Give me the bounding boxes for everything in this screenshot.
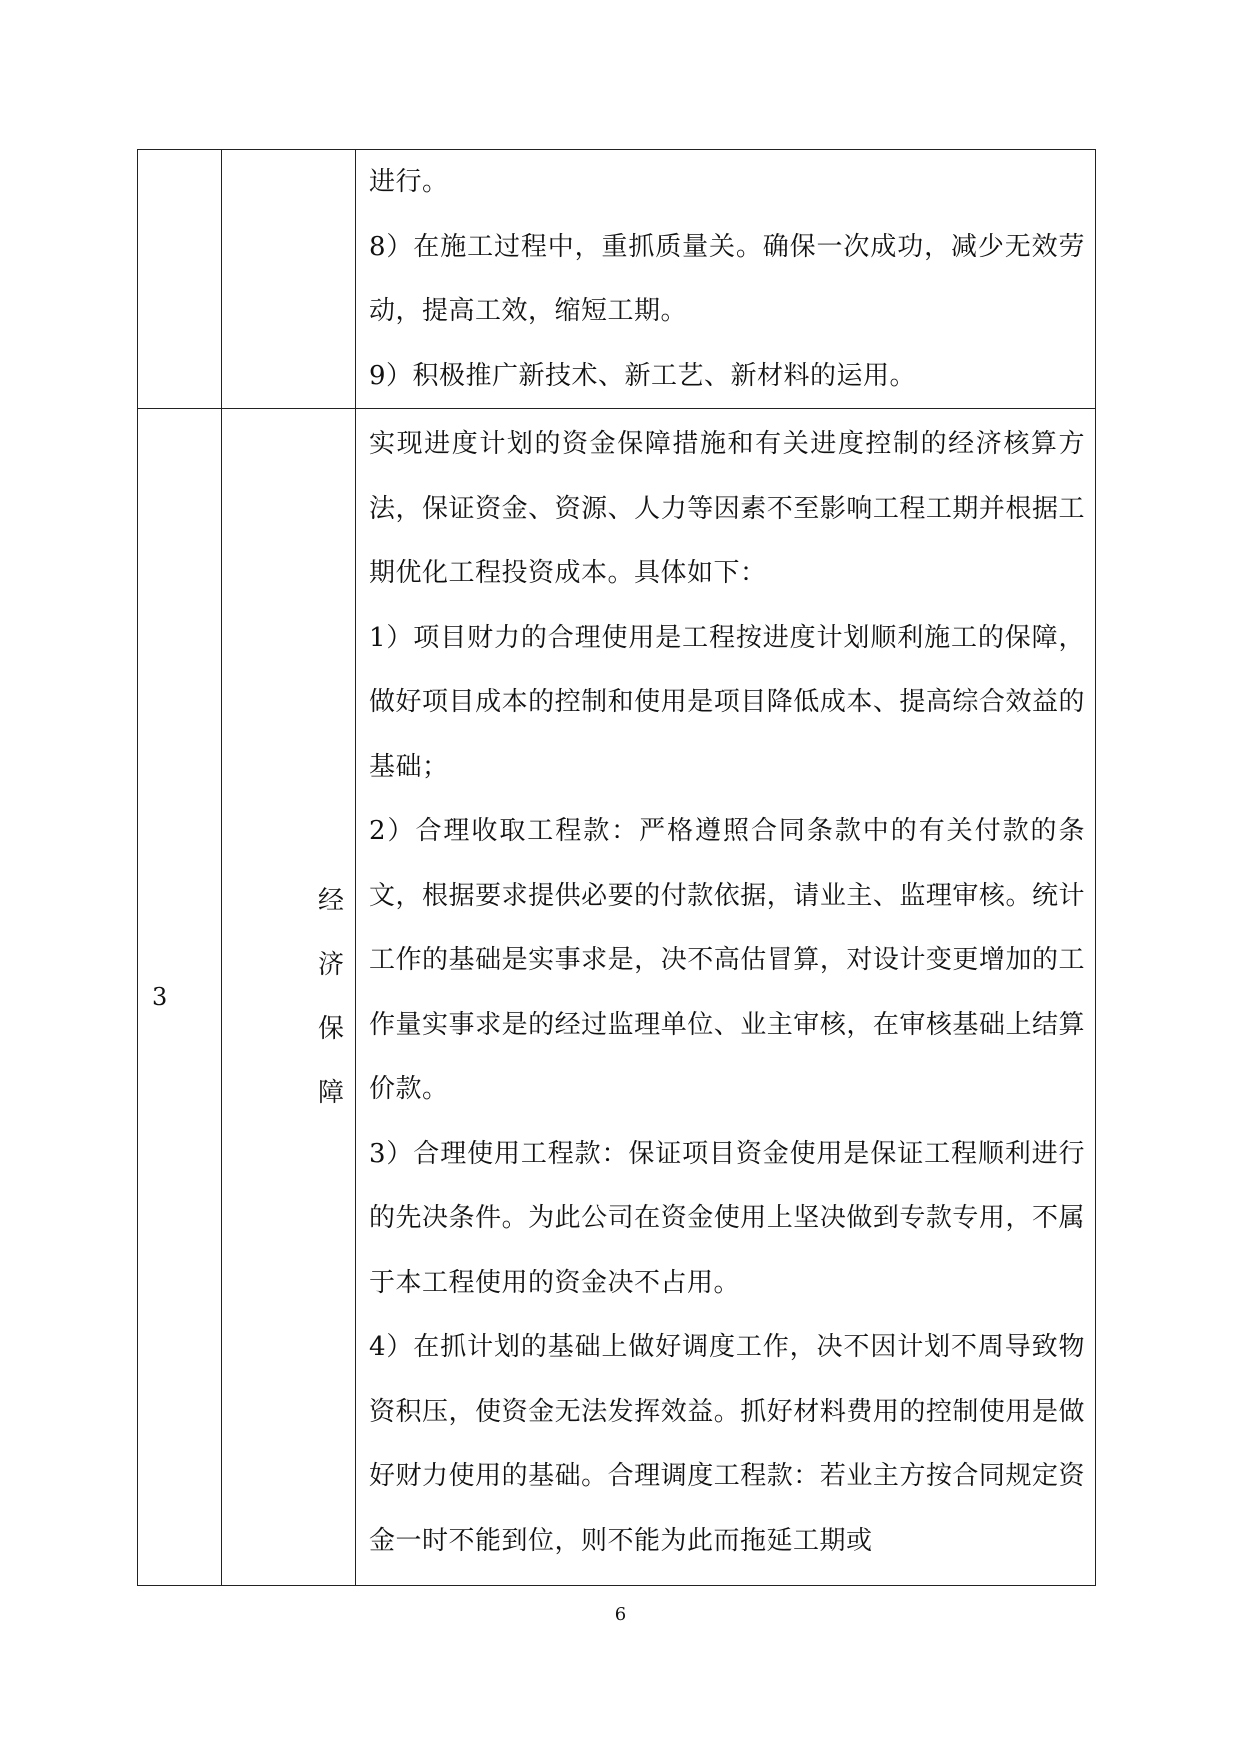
category-cell — [222, 409, 356, 1586]
content-paragraph: 实现进度计划的资金保障措施和有关进度控制的经济核算方法，保证资金、资源、人力等因素不至影响工程工期并根据工期优化工程投资成本。具体如下： — [369, 429, 1085, 588]
row-number-cell — [138, 409, 222, 1586]
category-label — [222, 869, 355, 1125]
content-paragraph: 3）合理使用工程款：保证项目资金使用是保证工程顺利进行的先决条件。为此公司在资金使用上坚决做到专款专用，不属于本工程使用的资金决不占用。 — [369, 1138, 1085, 1298]
page-number: 6 — [614, 1604, 627, 1625]
table-row — [138, 409, 1096, 1586]
table-row — [138, 150, 1096, 409]
content-cell — [356, 409, 1096, 1586]
content-paragraph: 1）项目财力的合理使用是工程按进度计划顺利施工的保障，做好项目成本的控制和使用是项目降低成本、提高综合效益的基础； — [369, 622, 1085, 782]
content-paragraph: 4）在抓计划的基础上做好调度工作，决不因计划不周导致物资积压，使资金无法发挥效益。抓好材料费用的控制使用是做好财力使用的基础。合理调度工程款：若业主方按合同规定资金一时不能到位，则不能为此而拖延工期或 — [369, 1332, 1085, 1556]
content-cell — [356, 150, 1096, 409]
measures-table — [137, 149, 1096, 1586]
content-paragraph: 9）积极推广新技术、新工艺、新材料的运用。 — [369, 360, 917, 391]
content-paragraph: 8）在施工过程中，重抓质量关。确保一次成功，减少无效劳动，提高工效，缩短工期。 — [369, 231, 1085, 326]
category-label-line: 保障 — [318, 1014, 345, 1108]
content-paragraph: 进行。 — [369, 167, 449, 197]
category-cell — [222, 150, 356, 409]
category-label-line: 经济 — [318, 886, 345, 980]
row-number: 3 — [152, 983, 168, 1011]
row-number-cell — [138, 150, 222, 409]
content-paragraph: 2）合理收取工程款：严格遵照合同条款中的有关付款的条文，根据要求提供必要的付款依据，请业主、监理审核。统计工作的基础是实事求是，决不高估冒算，对设计变更增加的工作量实事求是的经过监理单位、业主审核，在审核基础上结算价款。 — [369, 816, 1085, 1104]
